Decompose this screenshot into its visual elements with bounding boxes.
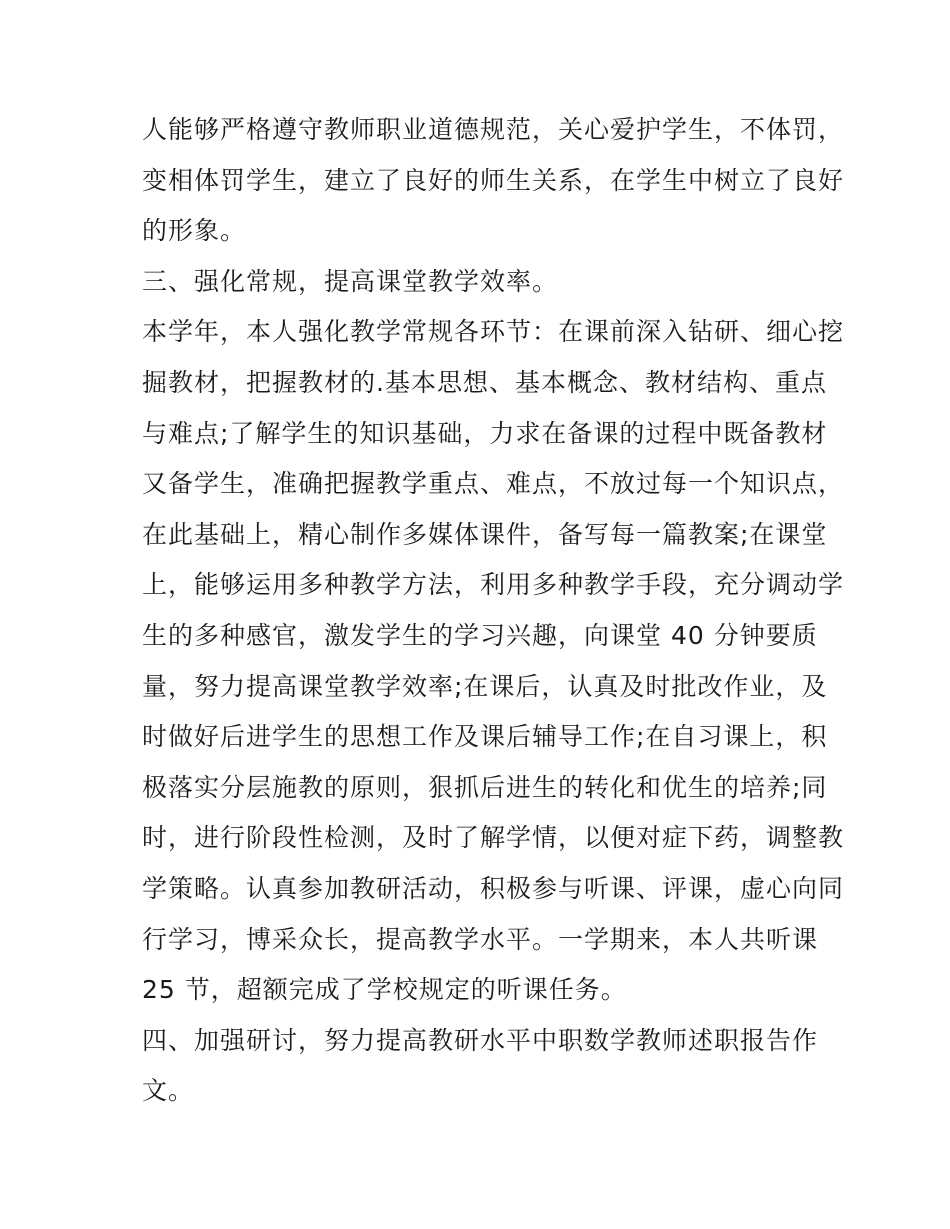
text-line: 又备学生，准确把握教学重点、难点，不放过每一个知识点， [142,469,845,499]
section-heading: 三、强化常规，提高课堂教学效率。 [142,266,559,296]
text-line: 变相体罚学生，建立了良好的师生关系，在学生中树立了良好 [142,165,845,195]
text-line: 上，能够运用多种教学方法，利用多种教学手段，充分调动学 [142,570,845,600]
text-line: 时做好后进学生的思想工作及课后辅导工作;在自习课上，积 [142,722,828,752]
text-line: 与难点;了解学生的知识基础，力求在备课的过程中既备教材 [142,418,828,448]
text-line: 的形象。 [142,216,247,246]
text-line: 在此基础上，精心制作多媒体课件，备写每一篇教案;在课堂 [142,519,828,549]
section-heading: 四、加强研讨，努力提高教研水平中职数学教师述职报告作 [142,1025,819,1055]
text-line: 学策略。认真参加教研活动，积极参与听课、评课，虚心向同 [142,873,845,903]
text-line: 极落实分层施教的原则，狠抓后进生的转化和优生的培养;同 [142,772,828,802]
text-line: 行学习，博采众长，提高教学水平。一学期来，本人共听课 [142,924,819,954]
text-line: 本学年，本人强化教学常规各环节：在课前深入钻研、细心挖 [142,317,845,347]
text-line: 掘教材，把握教材的.基本思想、基本概念、教材结构、重点 [142,367,827,397]
text-line: 生的多种感官，激发学生的学习兴趣，向课堂 40 分钟要质 [142,620,818,650]
text-line: 人能够严格遵守教师职业道德规范，关心爱护学生，不体罚， [142,115,845,144]
body-text [142,108,845,1120]
text-line: 时，进行阶段性检测，及时了解学情，以便对症下药，调整教 [142,823,845,853]
text-line: 量，努力提高课堂教学效率;在课后，认真及时批改作业，及 [142,671,828,701]
text-line: 文。 [142,1076,195,1106]
text-line: 25 节，超额完成了学校规定的听课任务。 [142,975,627,1005]
